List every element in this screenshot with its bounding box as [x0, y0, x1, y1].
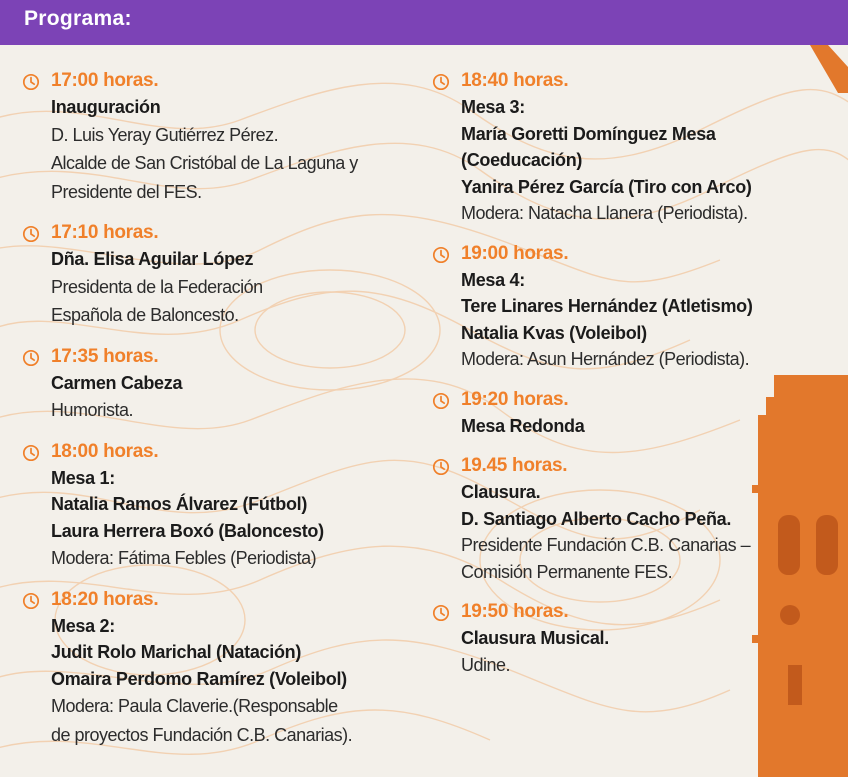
clock-icon [22, 349, 40, 367]
schedule-entry [22, 68, 422, 206]
schedule-entry [22, 439, 422, 573]
schedule-time: 17:10 horas. [51, 222, 159, 243]
schedule-title-line: Yanira Pérez García (Tiro con Arco) [461, 176, 752, 197]
schedule-entry [432, 453, 812, 585]
schedule-time: 17:00 horas. [51, 70, 159, 91]
schedule-title-line: Clausura Musical. [461, 628, 609, 648]
schedule-title-line: Natalia Kvas (Voleibol) [461, 322, 647, 343]
schedule-detail-line: Modera: Paula Claverie.(Responsable [51, 696, 338, 716]
schedule-title-line: Carmen Cabeza [51, 372, 183, 393]
schedule-title-line: Inauguración [51, 97, 161, 117]
schedule-entry [22, 344, 422, 425]
schedule-detail-line: Alcalde de San Cristóbal de La Laguna y [51, 153, 358, 173]
clock-icon [432, 392, 450, 410]
schedule-detail-line: Comisión Permanente FES. [461, 561, 673, 582]
schedule-title-line: Mesa 4: [461, 269, 525, 290]
clock-icon [432, 73, 450, 91]
schedule-title-line: María Goretti Domínguez Mesa [461, 123, 716, 144]
schedule-time: 19:20 horas. [461, 388, 569, 410]
clock-icon [22, 73, 40, 91]
schedule-entry [432, 68, 812, 227]
clock-icon [432, 458, 450, 476]
schedule-detail-line: Modera: Fátima Febles (Periodista) [51, 548, 317, 568]
schedule-detail-line: Presidente del FES. [51, 181, 202, 202]
schedule-title-line: Dña. Elisa Aguilar López [51, 249, 254, 269]
schedule-entry [432, 241, 812, 373]
header-bar [0, 0, 848, 45]
schedule-entry [432, 387, 812, 440]
schedule-detail-line: Humorista. [51, 400, 134, 420]
schedule-title-line: Mesa 1: [51, 467, 115, 488]
schedule-title-line: Laura Herrera Boxó (Baloncesto) [51, 520, 324, 541]
schedule-time: 18:20 horas. [51, 588, 159, 610]
schedule-title-line: Mesa 2: [51, 615, 115, 636]
schedule-detail-line: Presidente Fundación C.B. Canarias – [461, 535, 751, 555]
schedule-entry [22, 220, 422, 330]
schedule-title-line: (Coeducación) [461, 150, 583, 170]
right-program-column [432, 68, 812, 692]
left-program-column [22, 68, 422, 763]
schedule-time: 18:40 horas. [461, 70, 569, 91]
schedule-detail-line: Española de Baloncesto. [51, 305, 239, 325]
schedule-time: 19:50 horas. [461, 601, 569, 622]
clock-icon [22, 444, 40, 462]
schedule-entry [432, 599, 812, 678]
schedule-title-line: Mesa 3: [461, 97, 525, 117]
schedule-detail-line: D. Luis Yeray Gutiérrez Pérez. [51, 124, 279, 145]
clock-icon [432, 604, 450, 622]
schedule-detail-line: Presidenta de la Federación [51, 276, 263, 297]
schedule-title-line: Judit Rolo Marichal (Natación) [51, 642, 302, 662]
schedule-time: 19.45 horas. [461, 455, 568, 476]
schedule-time: 19:00 horas. [461, 242, 569, 264]
schedule-title-line: Natalia Ramos Álvarez (Fútbol) [51, 494, 308, 514]
clock-icon [432, 246, 450, 264]
schedule-time: 17:35 horas. [51, 345, 159, 367]
schedule-detail-line: Modera: Asun Hernández (Periodista). [461, 349, 750, 369]
schedule-title-line: Tere Linares Hernández (Atletismo) [461, 296, 753, 316]
page-title: Programa: [24, 7, 132, 30]
schedule-title-line: Mesa Redonda [461, 415, 585, 436]
schedule-detail-line: de proyectos Fundación C.B. Canarias). [51, 724, 353, 745]
clock-icon [22, 225, 40, 243]
schedule-detail-line: Udine. [461, 654, 511, 675]
schedule-entry [22, 587, 422, 750]
schedule-detail-line: Modera: Natacha Llanera (Periodista). [461, 203, 748, 223]
schedule-time: 18:00 horas. [51, 440, 159, 462]
clock-icon [22, 592, 40, 610]
schedule-title-line: D. Santiago Alberto Cacho Peña. [461, 508, 732, 529]
schedule-title-line: Clausura. [461, 482, 541, 502]
schedule-title-line: Omaira Perdomo Ramírez (Voleibol) [51, 668, 347, 689]
